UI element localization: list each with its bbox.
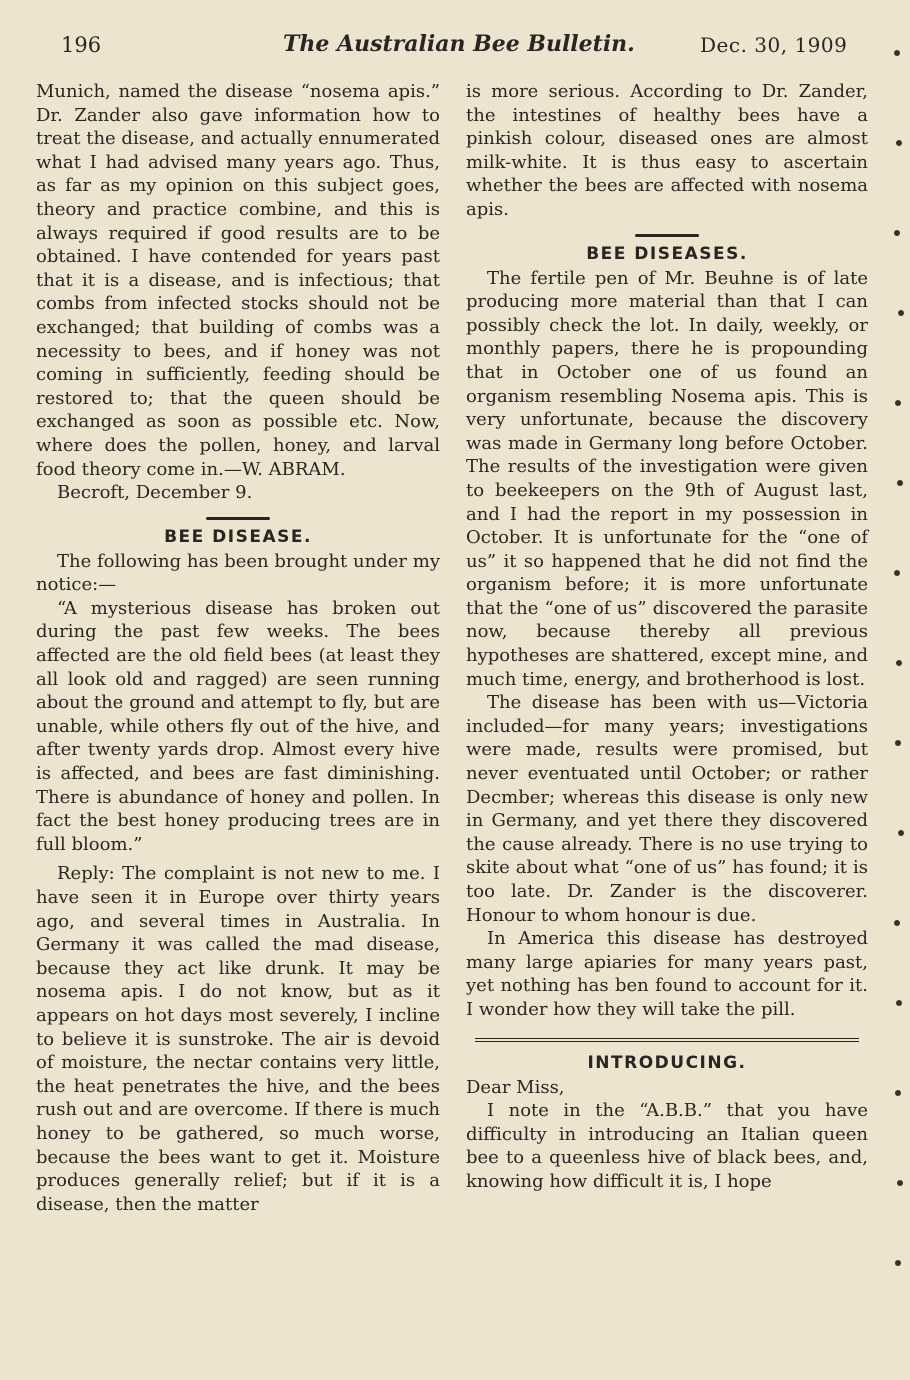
binding-hole (895, 1260, 901, 1266)
binding-hole (894, 50, 900, 56)
heading-bee-diseases: BEE DISEASES. (586, 243, 748, 264)
right-paragraph-3: The disease has been with us—Victoria included—for many years; investigations were made, results were promised, but never eventuated until October; or rather Decmber; whereas this disease is only new in Germany, and yet there they discovered the cause already. There is no use trying to skite about what “one of us” has found; it is too late. Dr. Zander is the discoverer. Honour to whom honour is due. (466, 692, 868, 926)
binding-hole (897, 1180, 903, 1186)
left-column (36, 80, 440, 1216)
right-column (466, 80, 868, 1194)
page-header (0, 33, 910, 63)
binding-holes (880, 40, 910, 1340)
left-paragraph-2: The following has been brought under my notice:— (36, 550, 440, 596)
letter-salutation: Dear Miss, (466, 1076, 565, 1098)
binding-hole (894, 570, 900, 576)
section-divider (206, 517, 270, 520)
binding-hole (895, 400, 901, 406)
right-paragraph-2: The fertile pen of Mr. Beuhne is of late producing more material than that I can possibly check the lot. In daily, weekly, or monthly papers, there he is propounding that in October one of us found an organism resembling Nosema apis. This is very unfortunate, because the discovery was made in Germany long before October. The results of the investigation were given to beekeepers on the 9th of August last, and I had the report in my possession in October. It is unfortunate for the “one of us” it so happened that he did not find the organism before; it is more unfortunate that the “one of us” discovered the parasite now, because thereby all previous hypotheses are shattered, except mine, and much time, energy, and brotherhood is lost. (466, 267, 868, 690)
page-number: 196 (61, 33, 102, 57)
binding-hole (896, 140, 902, 146)
binding-hole (897, 480, 903, 486)
issue-date: Dec. 30, 1909 (700, 33, 848, 57)
journal-title: The Australian Bee Bulletin. (283, 31, 635, 57)
left-signoff: Becroft, December 9. (57, 482, 253, 504)
left-paragraph-1: Munich, named the disease “nosema apis.” Dr. Zander also gave information how to treat the disease, and actually ennumerated what I had advised many years ago. Thus, as far as my opinion on this subject goes, theory and practice combine, and this is always required if good results are to be obtained. I have contended for years past that it is a disease, and is infectious; that combs from infected stocks should not be exchanged; that building of combs was a necessity to bees, and if honey was not coming in sufficiently, feeding should be restored to; that the queen should be exchanged as soon as possible etc. Now, where does the pollen, honey, and larval food theory come in.—W. ABRAM. (36, 81, 440, 480)
binding-hole (894, 230, 900, 236)
heading-introducing: INTRODUCING. (587, 1052, 747, 1073)
binding-hole (894, 920, 900, 926)
left-paragraph-4: Reply: The complaint is not new to me. I have seen it in Europe over thirty years ago, and several times in Australia. In Germany it was called the mad disease, because they act like drunk. It may be nosema apis. I do not know, but as it appears on hot days most severely, I incline to believe it is sunstroke. The air is devoid of moisture, the nectar contains very little, the heat penetrates the hive, and the bees rush out and are overcome. If there is much honey to be gathered, so much worse, because the bees want to get it. Moisture produces generally relief; but if it is a disease, then the matter (36, 863, 440, 1215)
binding-hole (895, 1090, 901, 1096)
binding-hole (896, 1000, 902, 1006)
right-paragraph-1: is more serious. According to Dr. Zander, the intestines of healthy bees have a pinkish colour, diseased ones are almost milk-white. It is thus easy to ascertain whether the bees are affected with nosema apis. (466, 81, 868, 220)
right-paragraph-4: In America this disease has destroyed many large apiaries for many years past, yet nothing has ben found to account for it. I wonder how they will take the pill. (466, 928, 868, 1020)
binding-hole (898, 830, 904, 836)
right-paragraph-5: I note in the “A.B.B.” that you have difficulty in introducing an Italian queen bee to a queenless hive of black bees, and, knowing how difficult it is, I hope (466, 1100, 868, 1192)
binding-hole (895, 740, 901, 746)
left-paragraph-3: “A mysterious disease has broken out during the past few weeks. The bees affected are the old field bees (at least they all look old and ragged) are seen running about the ground and attempt to fly, but are unable, while others fly out of the hive, and after twenty yards drop. Almost every hive is affected, and bees are fast diminishing. There is abundance of honey and pollen. In fact the best honey producing trees are in full bloom.” (36, 597, 440, 855)
section-divider-double (475, 1038, 859, 1042)
heading-bee-disease: BEE DISEASE. (164, 526, 312, 547)
section-divider (635, 234, 699, 237)
binding-hole (896, 660, 902, 666)
binding-hole (898, 310, 904, 316)
